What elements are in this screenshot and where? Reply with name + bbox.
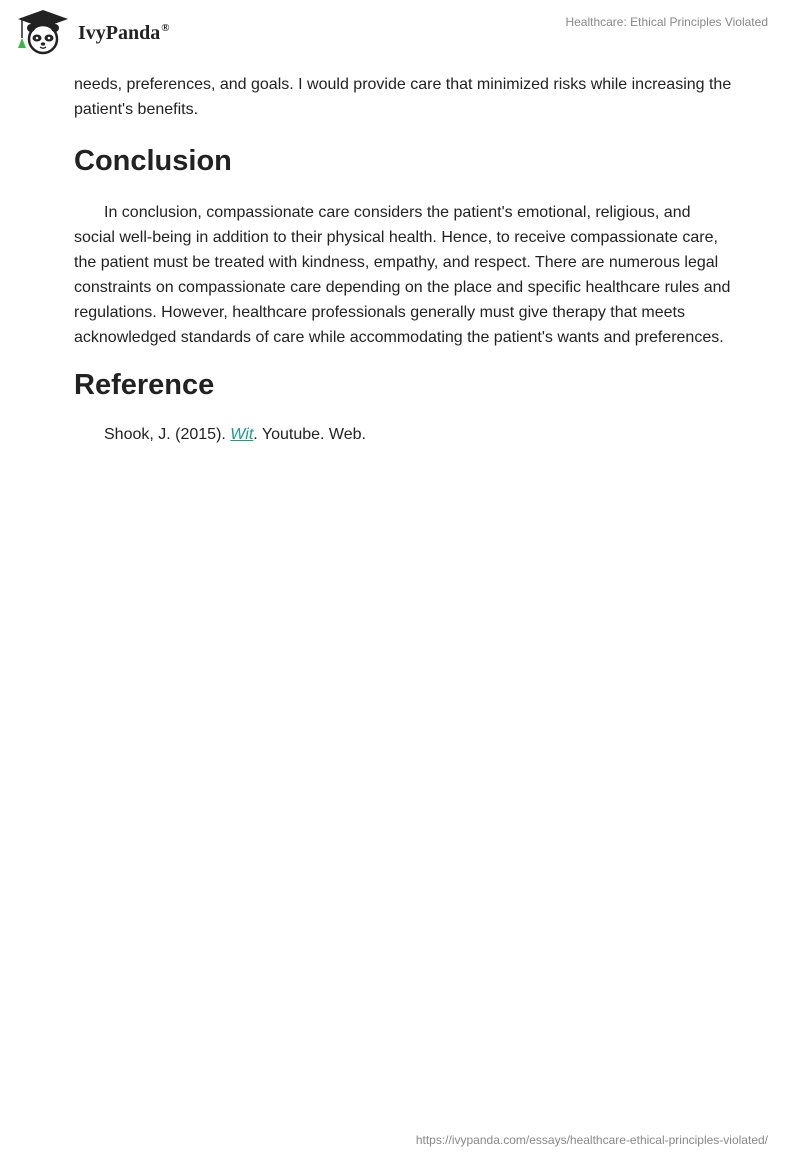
panda-graduation-cap-icon	[14, 8, 72, 56]
conclusion-paragraph: In conclusion, compassionate care considers the patient's emotional, religious, and social well-being in addition to their physical health. Hence, to receive compassionate care, the patient must be treated with kindness, empathy, and respect. There are numerous legal constraints on compassionate care depending on the place and specific healthcare rules and regulations. However, healthcare professionals generally must give therapy that meets acknowledged standards of care while accommodating the patient's wants and preferences.	[74, 204, 731, 346]
reference-link[interactable]: Wit	[230, 426, 254, 443]
conclusion-heading: Conclusion	[74, 145, 232, 177]
reference-prefix: Shook, J. (2015).	[104, 426, 231, 443]
reference-entry	[74, 422, 734, 447]
ivypanda-logo[interactable]	[14, 8, 169, 56]
document-title: Healthcare: Ethical Principles Violated	[565, 15, 768, 29]
reference-heading: Reference	[74, 369, 215, 401]
brand-name: IvyPanda®	[78, 21, 170, 44]
footer-url: https://ivypanda.com/essays/healthcare-ethical-principles-violated/	[415, 1133, 768, 1147]
reference-suffix: . Youtube. Web.	[253, 426, 366, 443]
essay-content	[74, 72, 734, 447]
intro-paragraph: needs, preferences, and goals. I would provide care that minimized risks while increasing the patient's benefits.	[74, 76, 732, 118]
